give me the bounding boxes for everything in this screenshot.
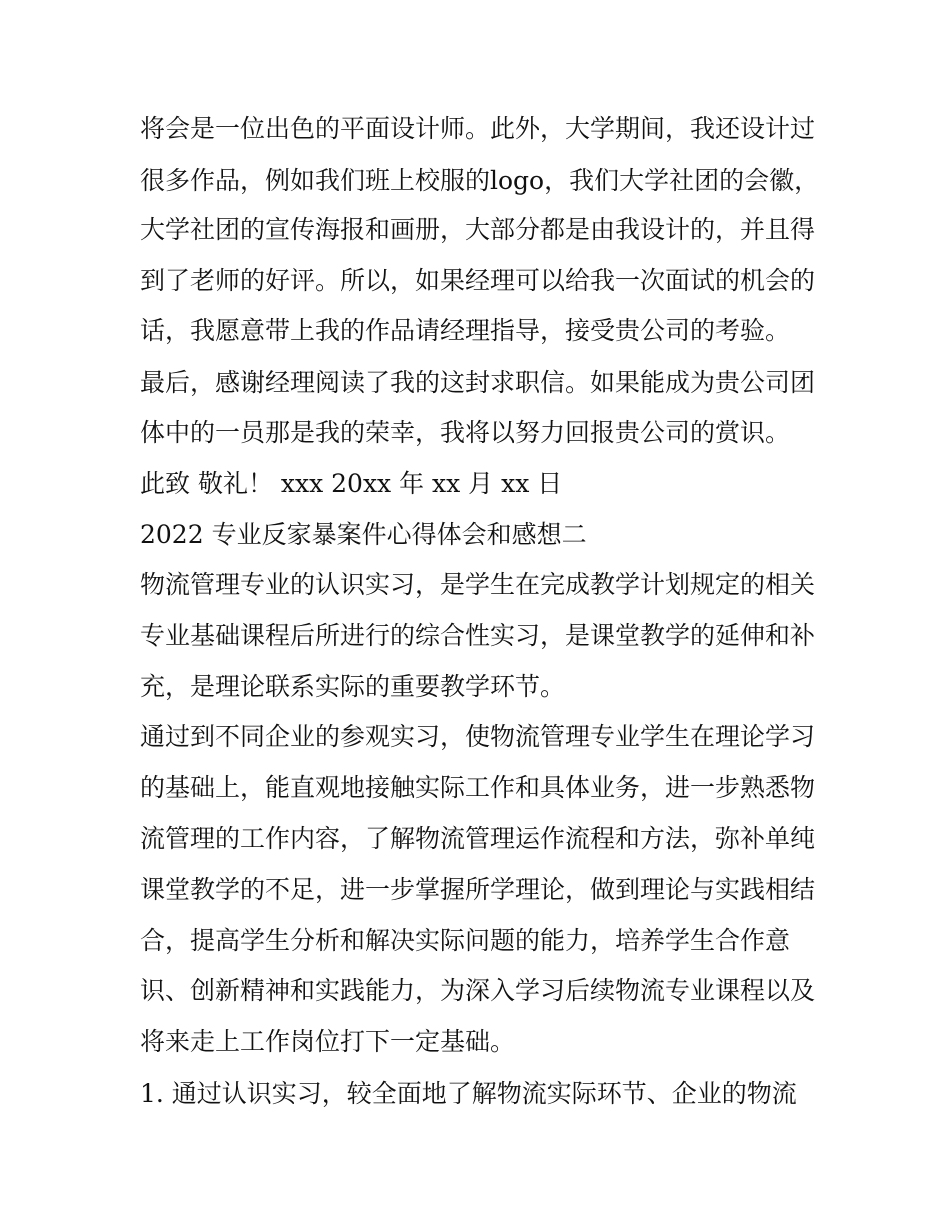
closing-line: 此致 敬礼！ xxx 20xx 年 xx 月 xx 日 xyxy=(140,469,563,498)
text-line: 很多作品，例如我们班上校服的logo，我们大学社团的会徽， xyxy=(140,166,820,195)
text-line: 最后，感谢经理阅读了我的这封求职信。如果能成为贵公司团 xyxy=(140,368,816,397)
text-line: 课堂教学的不足，进一步掌握所学理论，做到理论与实践相结 xyxy=(140,875,816,904)
text-line: 将会是一位出色的平面设计师。此外，大学期间，我还设计过 xyxy=(140,114,816,143)
text-line: 的基础上，能直观地接触实际工作和具体业务，进一步熟悉物 xyxy=(140,773,816,802)
section-heading: 2022 专业反家暴案件心得体会和感想二 xyxy=(140,520,587,549)
text-line: 物流管理专业的认识实习，是学生在完成教学计划规定的相关 xyxy=(140,570,816,599)
text-line: 通过到不同企业的参观实习，使物流管理专业学生在理论学习 xyxy=(140,722,816,751)
text-line: 识、创新精神和实践能力，为深入学习后续物流专业课程以及 xyxy=(140,976,816,1005)
text-line: 到了老师的好评。所以，如果经理可以给我一次面试的机会的 xyxy=(140,266,816,295)
text-line: 合，提高学生分析和解决实际问题的能力，培养学生合作意 xyxy=(140,926,791,955)
text-line: 充，是理论联系实际的重要教学环节。 xyxy=(140,672,566,701)
text-line: 体中的一员那是我的荣幸，我将以努力回报贵公司的赏识。 xyxy=(140,418,791,447)
numbered-list-item: 1. 通过认识实习，较全面地了解物流实际环节、企业的物流 xyxy=(140,1079,797,1108)
text-line: 话，我愿意带上我的作品请经理指导，接受贵公司的考验。 xyxy=(140,316,791,345)
text-line: 将来走上工作岗位打下一定基础。 xyxy=(140,1027,516,1056)
text-line: 专业基础课程后所进行的综合性实习，是课堂教学的延伸和补 xyxy=(140,621,816,650)
text-line: 流管理的工作内容，了解物流管理运作流程和方法，弥补单纯 xyxy=(140,824,816,853)
text-line: 大学社团的宣传海报和画册，大部分都是由我设计的，并且得 xyxy=(140,215,816,244)
